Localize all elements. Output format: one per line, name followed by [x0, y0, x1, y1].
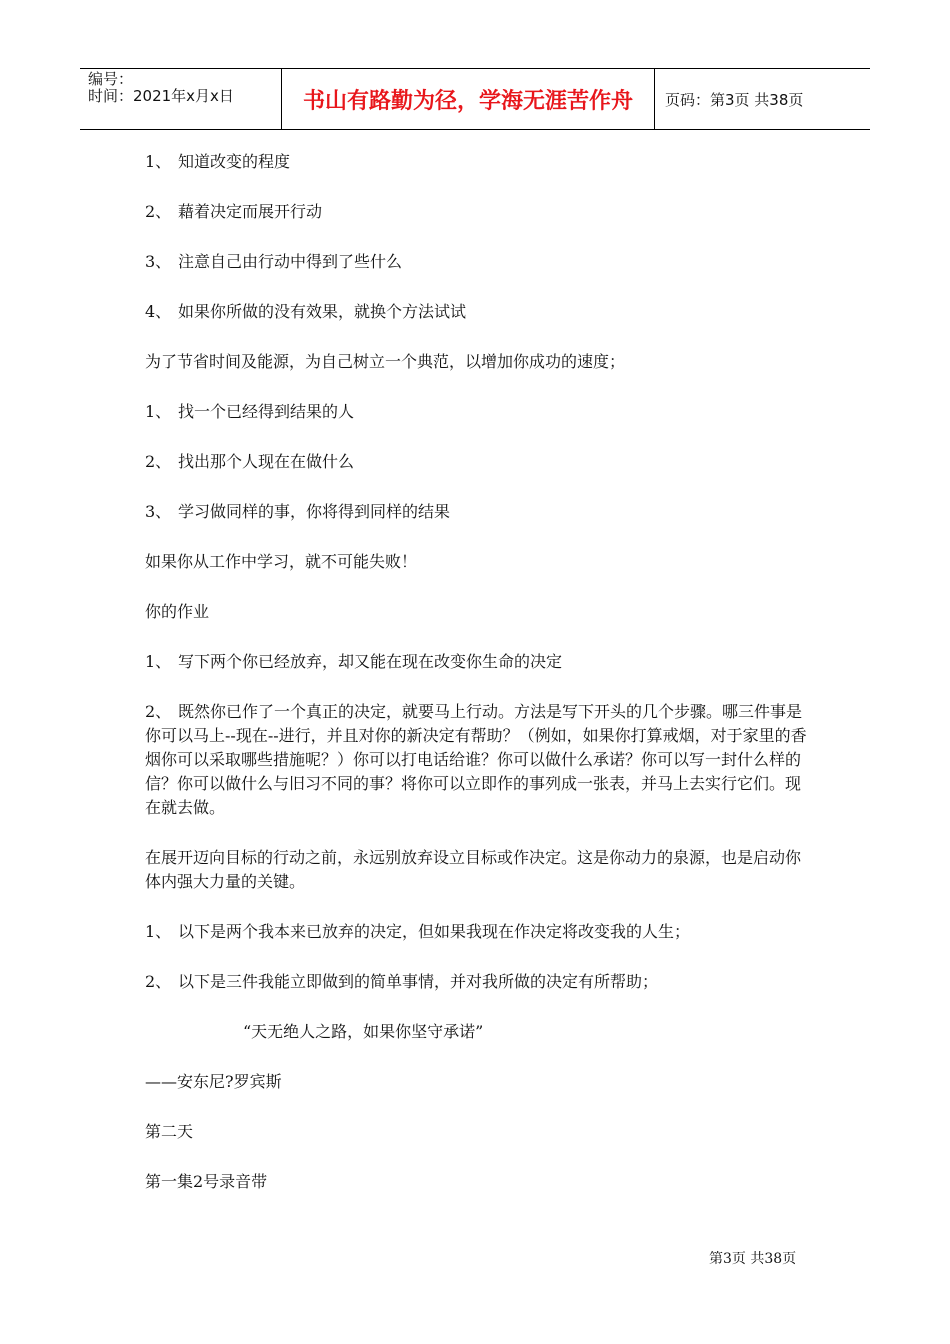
numbered-item	[145, 700, 810, 820]
paragraph-text: 如果你从工作中学习，就不可能失败！	[145, 552, 418, 571]
paragraph	[145, 1120, 810, 1144]
paragraph-text: ——安东尼?罗宾斯	[145, 1072, 282, 1091]
paragraph-text: 你的作业	[145, 602, 210, 621]
numbered-item	[145, 150, 810, 174]
item-number: 1、	[145, 152, 172, 171]
item-number: 1、	[145, 922, 172, 941]
numbered-item	[145, 400, 810, 424]
numbered-item	[145, 450, 810, 474]
paragraph-text: 以下是两个我本来已放弃的决定，但如果我现在作决定将改变我的人生；	[178, 922, 691, 941]
doc-time-label: 时间：2021年x月x日	[88, 87, 234, 105]
header-page-info: 页码：第3页 共38页	[665, 90, 804, 109]
paragraph-text: 为了节省时间及能源，为自己树立一个典范，以增加你成功的速度；	[145, 352, 626, 371]
numbered-item	[145, 200, 810, 224]
numbered-item	[145, 920, 810, 944]
numbered-item	[145, 970, 810, 994]
paragraph-text: 以下是三件我能立即做到的简单事情，并对我所做的决定有所帮助；	[178, 972, 659, 991]
paragraph-text: 第二天	[145, 1122, 194, 1141]
document-body	[145, 150, 810, 1220]
paragraph-text: 第一集2号录音带	[145, 1172, 268, 1191]
paragraph-text: 藉着决定而展开行动	[178, 202, 323, 221]
item-number: 3、	[145, 502, 172, 521]
item-number: 2、	[145, 972, 172, 991]
paragraph	[145, 1170, 810, 1194]
paragraph-text: 在展开迈向目标的行动之前，永远别放弃设立目标或作决定。这是你动力的泉源，也是启动你体内强大力量的关键。	[145, 848, 802, 891]
paragraph	[145, 1070, 810, 1094]
item-number: 4、	[145, 302, 172, 321]
paragraph-text: 学习做同样的事，你将得到同样的结果	[178, 502, 451, 521]
header-motto: 书山有路勤为径，学海无涯苦作舟	[282, 69, 655, 129]
item-number: 1、	[145, 402, 172, 421]
numbered-item	[145, 300, 810, 324]
numbered-item	[145, 500, 810, 524]
paragraph-text: 如果你所做的没有效果，就换个方法试试	[178, 302, 467, 321]
paragraph	[145, 350, 810, 374]
item-number: 2、	[145, 452, 172, 471]
numbered-item	[145, 250, 810, 274]
paragraph-text: 写下两个你已经放弃，却又能在现在改变你生命的决定	[178, 652, 563, 671]
paragraph-text: 注意自己由行动中得到了些什么	[178, 252, 403, 271]
paragraph-text: 既然你已作了一个真正的决定，就要马上行动。方法是写下开头的几个步骤。哪三件事是你可以马上--现在--进行，并且对你的新决定有帮助？（例如，如果你打算戒烟，对于家里的香烟你可以采取哪些措施呢？）你可以打电话给谁？你可以做什么承诺？你可以写一封什么样的信？你可以做什么与旧习不同的事？将你可以立即作的事列成一张表，并马上去实行它们。现在就去做。	[145, 702, 807, 817]
item-number: 2、	[145, 702, 172, 721]
paragraph-text: 找出那个人现在在做什么	[178, 452, 355, 471]
item-number: 1、	[145, 652, 172, 671]
paragraph-text: “天无绝人之路，如果你坚守承诺”	[243, 1022, 484, 1041]
paragraph-text: 找一个已经得到结果的人	[178, 402, 355, 421]
numbered-item	[145, 650, 810, 674]
page-footer: 第3页 共38页	[709, 1251, 797, 1267]
paragraph	[145, 550, 810, 574]
page-header	[80, 68, 870, 130]
quote-paragraph	[145, 1020, 810, 1044]
item-number: 2、	[145, 202, 172, 221]
header-meta	[80, 69, 282, 129]
doc-number-label: 编号：	[88, 70, 134, 88]
paragraph	[145, 600, 810, 624]
paragraph-text: 知道改变的程度	[178, 152, 291, 171]
paragraph	[145, 846, 810, 894]
item-number: 3、	[145, 252, 172, 271]
